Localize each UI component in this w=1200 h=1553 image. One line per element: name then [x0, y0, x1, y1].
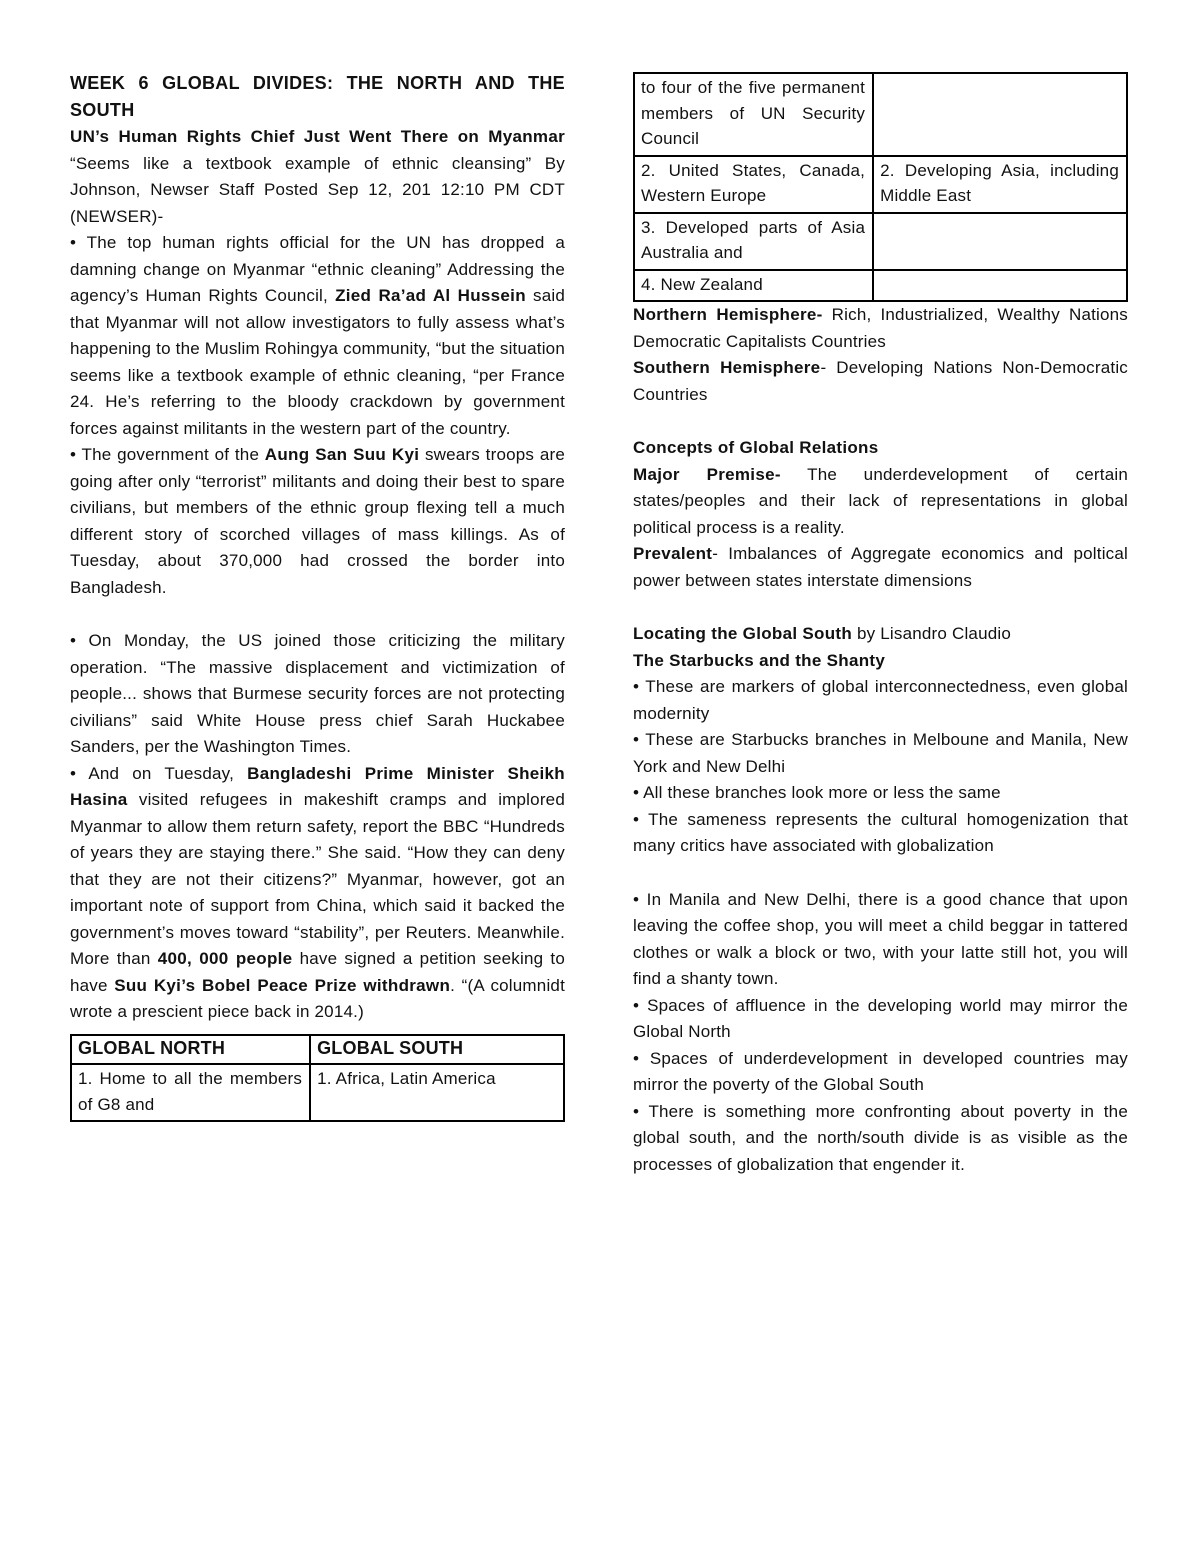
left-column [70, 70, 565, 1178]
global-north-south-table-continued [633, 72, 1128, 302]
bold-text-run: Southern Hemisphere [633, 358, 821, 377]
paragraph [633, 355, 1128, 408]
bullet-item [70, 230, 565, 442]
text-run: • Spaces of underdevelopment in developed countries may mirror the poverty of the Global South [633, 1048, 1128, 1094]
doc-title [70, 70, 565, 124]
text-run: have signed a petition seeking to have [70, 949, 565, 995]
text-run: • Spaces of affluence in the developing world may mirror the Global North [633, 995, 1128, 1041]
spacer [633, 594, 1128, 621]
bullet-item [70, 761, 565, 1026]
table-row [634, 213, 1127, 270]
table-row [71, 1064, 564, 1121]
paragraph [633, 541, 1128, 594]
bullet-item [70, 628, 565, 761]
table-cell [873, 270, 1127, 302]
table-row [634, 270, 1127, 302]
table-cell: 4. New Zealand [634, 270, 873, 302]
bold-text-run: WEEK 6 GLOBAL DIVIDES: THE NORTH AND THE SOUTH [70, 73, 565, 120]
bullet-item [70, 442, 565, 601]
paragraph [633, 462, 1128, 542]
spacer [70, 601, 565, 628]
bold-text-run: 400, 000 people [157, 949, 293, 968]
text-run: • And on Tuesday, [70, 763, 248, 783]
paragraph [70, 124, 565, 230]
bullet-item [633, 887, 1128, 993]
text-run: - Imbalances of Aggregate economics and poltical power between states interstate dimensions [633, 544, 1128, 590]
bold-text-run: Zied Ra’ad Al Hussein [335, 286, 526, 305]
bold-text-run: UN’s Human Rights Chief Just Went There on Myanmar [70, 127, 565, 146]
text-run: The underdevelopment of certain states/peoples and their lack of representations in global political process is a reality. [633, 464, 1128, 537]
text-run: “Seems like a textbook example of ethnic cleansing” By Johnson, Newser Staff Posted Sep 12, 201 12:10 PM CDT (NEWSER)- [70, 153, 565, 226]
table-header-cell: GLOBAL SOUTH [310, 1035, 564, 1065]
table-cell: 3. Developed parts of Asia Australia and [634, 213, 873, 270]
text-run: • These are markers of global interconnectedness, even global modernity [633, 677, 1128, 723]
paragraph [633, 648, 1128, 675]
text-run: - Developing Nations Non-Democratic Countries [633, 358, 1128, 404]
table-cell: 1. Home to all the members of G8 and [71, 1064, 310, 1121]
text-run: • On Monday, the US joined those criticizing the military operation. “The massive displacement and victimization of people... shows that Burmese security forces are not protecting civilians” said White House press chief Sarah Huckabee Sanders, per the Washington Times. [70, 631, 565, 756]
bold-text-run: Aung San Suu Kyi [264, 445, 420, 464]
right-column [633, 70, 1128, 1178]
text-run: • There is something more confronting about poverty in the global south, and the north/south divide is as visible as the processes of globalization that engender it. [633, 1101, 1128, 1174]
bullet-item [633, 1099, 1128, 1179]
text-run: visited refugees in makeshift cramps and implored Myanmar to allow them return safety, report the BBC “Hundreds of years they are staying there.” She said. “How they can deny that they are not their citizens?” Myanmar, however, got an important note of support from China, which said it backed the government’s moves toward “stability”, per Reuters. Meanwhile. More than [70, 790, 565, 968]
bullet-item [633, 807, 1128, 860]
paragraph [633, 435, 1128, 462]
table-cell: to four of the five permanent members of UN Security Council [634, 73, 873, 156]
bold-text-run: Locating the Global South [633, 624, 853, 643]
bullet-item [633, 674, 1128, 727]
bold-text-run: Bangladeshi Prime Minister Sheikh Hasina [70, 763, 565, 809]
paragraph [633, 302, 1128, 355]
spacer [633, 408, 1128, 435]
text-run: • The government of the [70, 445, 265, 464]
spacer [633, 860, 1128, 887]
table-row [634, 73, 1127, 156]
text-run: by Lisandro Claudio [852, 624, 1012, 643]
table-cell: 2. Developing Asia, including Middle East [873, 156, 1127, 213]
table-cell [873, 213, 1127, 270]
table-header-cell: GLOBAL NORTH [71, 1035, 310, 1065]
table-cell [873, 73, 1127, 156]
text-run: • These are Starbucks branches in Melboune and Manila, New York and New Delhi [633, 730, 1128, 776]
bold-text-run: Prevalent [633, 544, 713, 563]
bullet-item [633, 780, 1128, 807]
bold-text-run: The Starbucks and the Shanty [633, 650, 886, 670]
bold-text-run: Suu Kyi’s Bobel Peace Prize withdrawn [114, 975, 451, 995]
spacer [70, 1026, 565, 1032]
paragraph [633, 621, 1128, 648]
bullet-item [633, 993, 1128, 1046]
bold-text-run: Major Premise- [633, 464, 781, 484]
table-cell: 2. United States, Canada, Western Europe [634, 156, 873, 213]
text-run: • The sameness represents the cultural homogenization that many critics have associated with globalization [633, 809, 1128, 855]
table-row [634, 156, 1127, 213]
bullet-item [633, 1046, 1128, 1099]
text-run: • In Manila and New Delhi, there is a good chance that upon leaving the coffee shop, you will meet a child beggar in tattered clothes or walk a block or two, with your latte still hot, you will find a shanty town. [633, 889, 1128, 988]
text-run: . “(A columnidt wrote a prescient piece back in 2014.) [70, 975, 566, 1021]
text-run: Rich, Industrialized, Wealthy Nations Democratic Capitalists Countries [633, 305, 1129, 351]
global-north-south-table [70, 1034, 565, 1123]
bold-text-run: Northern Hemisphere- [633, 305, 823, 324]
table-header-row [71, 1035, 564, 1065]
text-run: said that Myanmar will not allow investigators to fully assess what’s happening to the Muslim Rohingya community, “but the situation seems like a textbook example of ethnic cleaning, “per France 24. He’s referring to the bloody crackdown by government forces against militants in the western part of the country. [70, 286, 565, 438]
bullet-item [633, 727, 1128, 780]
text-run: swears troops are going after only “terrorist” militants and doing their best to spare civilians, but members of the ethnic group flexing tell a much different story of scorched villages of mass killings. As of Tuesday, about 370,000 had crossed the border into Bangladesh. [70, 445, 565, 597]
bold-text-run: Concepts of Global Relations [633, 438, 879, 457]
text-run: • All these branches look more or less the same [633, 783, 1001, 802]
table-cell: 1. Africa, Latin America [310, 1064, 564, 1121]
text-run: • The top human rights official for the UN has dropped a damning change on Myanmar “ethnic cleaning” Addressing the agency’s Human Rights Council, [70, 233, 565, 305]
two-column-layout [70, 70, 1128, 1178]
